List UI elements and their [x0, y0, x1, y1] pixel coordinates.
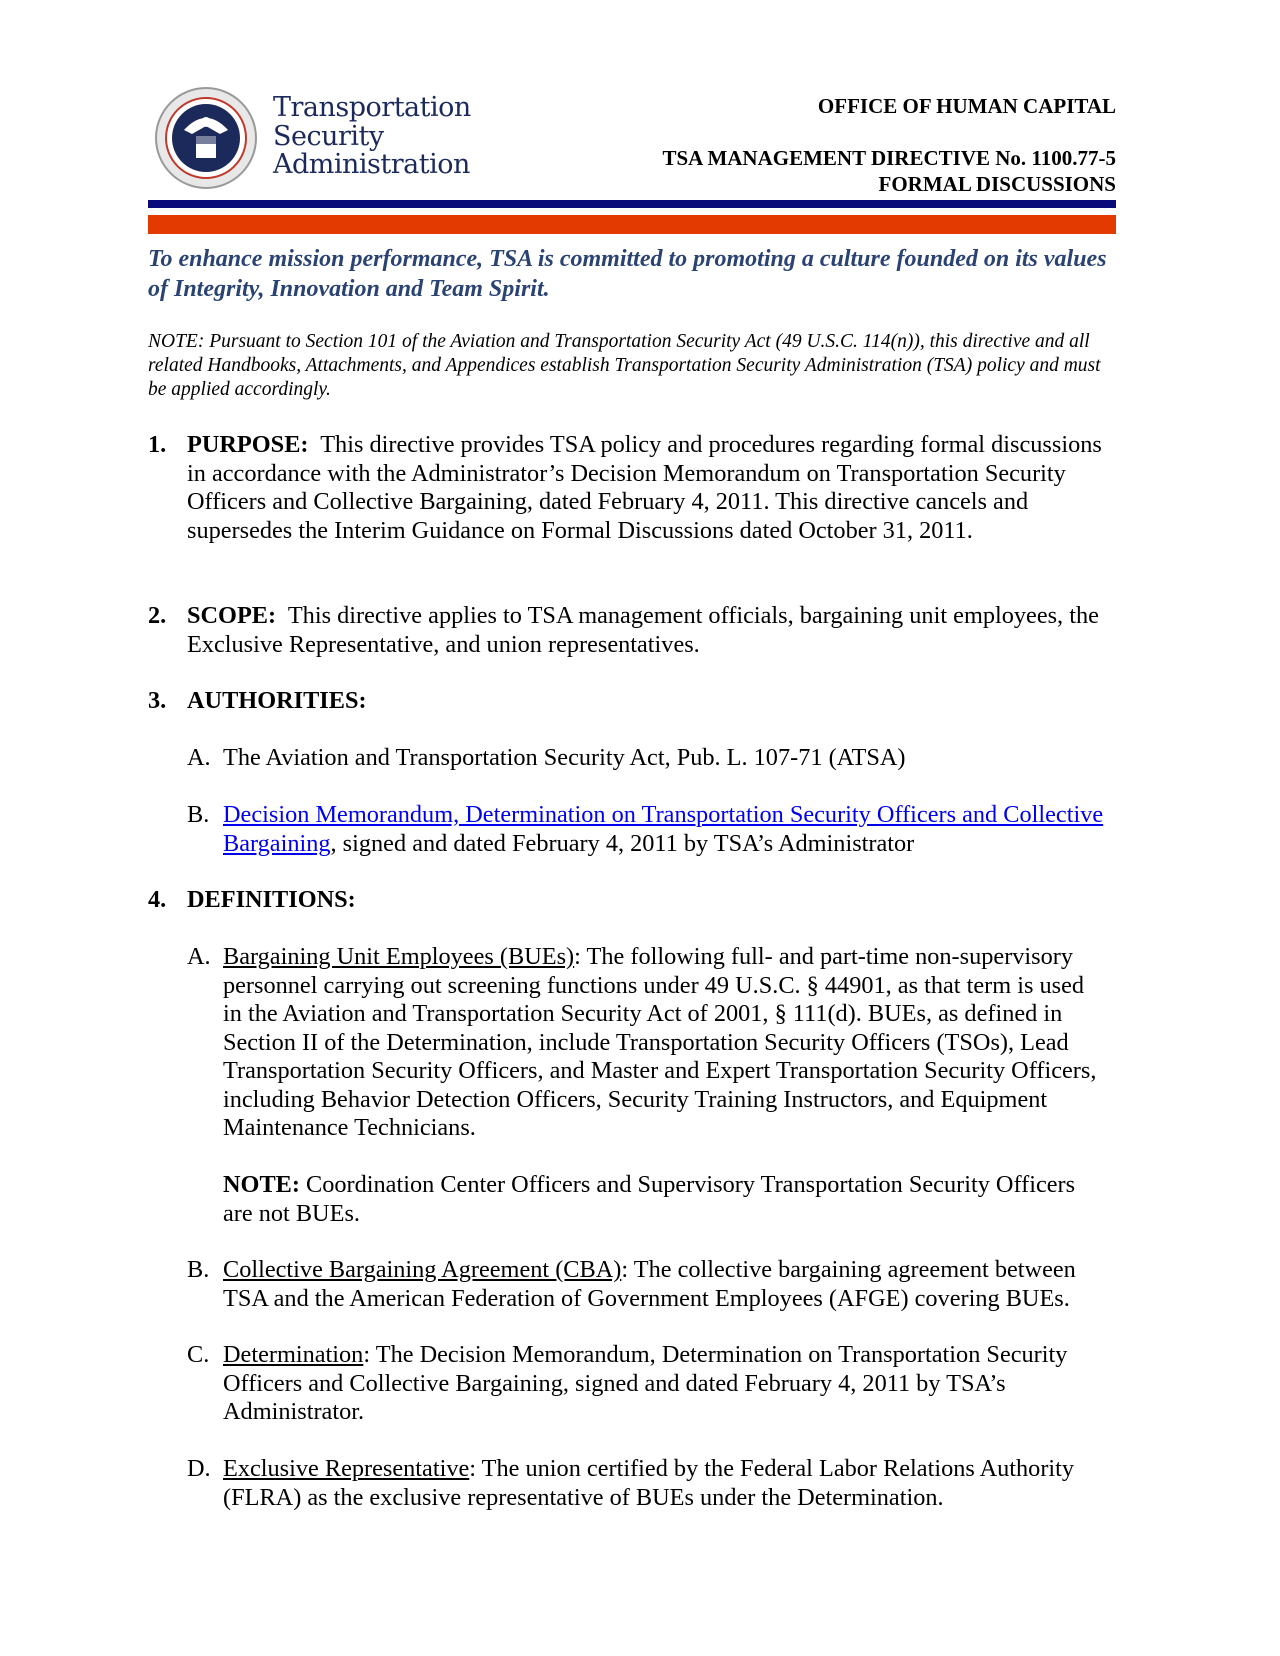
authority-a — [187, 744, 1107, 773]
definition-text: : The Decision Memorandum, Determination on Transportation Security Officers and Collective Bargaining, signed and dated February 4, 2011 by TSA’s Administrator. — [223, 1341, 1068, 1425]
item-letter: B. — [187, 1256, 210, 1283]
section-heading: DEFINITIONS: — [187, 886, 356, 913]
authority-b — [187, 801, 1107, 858]
definition-d — [187, 1455, 1107, 1512]
section-text: This directive applies to TSA management officials, bargaining unit employees, the Exclusive Representative, and union representatives. — [187, 602, 1099, 658]
orange-divider — [148, 215, 1116, 234]
policy-note: NOTE: Pursuant to Section 101 of the Aviation and Transportation Security Act (49 U.S.C. 114(n)), this directive and all related Handbooks, Attachments, and Appendices establish Transportation Security Administration (TSA) policy and must be applied accordingly. — [148, 331, 1101, 400]
section-heading: SCOPE: — [187, 602, 277, 629]
section-heading: PURPOSE: — [187, 431, 309, 458]
definition-a-note — [187, 1171, 1107, 1228]
definition-term: Determination — [223, 1341, 364, 1368]
section-number: 1. — [148, 431, 167, 458]
decision-memorandum-link[interactable]: Decision Memorandum, Determination on Transportation Security Officers and Collective Bargaining — [223, 801, 1104, 857]
tsa-wordmark — [273, 94, 471, 180]
item-letter: C. — [187, 1341, 210, 1368]
definition-text: : The collective bargaining agreement between TSA and the American Federation of Government Employees (AFGE) covering BUEs. — [223, 1256, 1076, 1312]
definition-b — [187, 1256, 1107, 1313]
section-purpose — [148, 431, 1108, 545]
wordmark-line: Transportation — [273, 92, 471, 123]
definition-term: Bargaining Unit Employees (BUEs) — [223, 943, 575, 970]
navy-divider — [148, 200, 1116, 208]
section-authorities — [148, 687, 1108, 716]
item-letter: A. — [187, 744, 211, 771]
item-letter: A. — [187, 943, 211, 970]
note-label: NOTE: — [223, 1171, 300, 1198]
item-letter: B. — [187, 801, 210, 828]
mission-tagline: To enhance mission performance, TSA is committed to promoting a culture founded on its values of Integrity, Innovation and Team Spirit. — [148, 246, 1107, 302]
dhs-seal-logo — [154, 86, 258, 190]
section-heading: AUTHORITIES: — [187, 687, 367, 714]
definition-term: Collective Bargaining Agreement (CBA) — [223, 1256, 622, 1283]
directive-number: TSA MANAGEMENT DIRECTIVE No. 1100.77-5 — [662, 146, 1116, 170]
item-text: , signed and dated February 4, 2011 by TSA’s Administrator — [330, 829, 915, 857]
definition-term: Exclusive Representative — [223, 1455, 470, 1482]
definition-text: : The union certified by the Federal Labor Relations Authority (FLRA) as the exclusive representative of BUEs under the Determination. — [223, 1455, 1075, 1511]
wordmark-line: Security — [273, 120, 384, 152]
item-text: The Aviation and Transportation Security Act, Pub. L. 107-71 (ATSA) — [223, 744, 906, 771]
office-title: OFFICE OF HUMAN CAPITAL — [817, 94, 1116, 118]
section-number: 2. — [148, 602, 167, 629]
item-letter: D. — [187, 1455, 211, 1482]
section-number: 4. — [148, 886, 167, 913]
definition-a — [187, 943, 1107, 1143]
definition-c — [187, 1341, 1107, 1427]
section-number: 3. — [148, 687, 167, 714]
note-text: Coordination Center Officers and Supervisory Transportation Security Officers are not BUEs. — [223, 1171, 1076, 1227]
section-text: This directive provides TSA policy and procedures regarding formal discussions in accordance with the Administrator’s Decision Memorandum on Transportation Security Officers and Collective Bargaining, dated February 4, 2011. This directive cancels and supersedes the Interim Guidance on Formal Discussions dated October 31, 2011. — [187, 431, 1102, 544]
wordmark-line: Administration — [273, 149, 470, 180]
section-definitions — [148, 886, 1108, 915]
definition-text: : The following full- and part-time non-supervisory personnel carrying out screening functions under 49 U.S.C. § 44901, as that term is used in the Aviation and Transportation Security Act of 2001, § 111(d). BUEs, as defined in Section II of the Determination, include Transportation Security Officers (TSOs), Lead Transportation Security Officers, and Master and Expert Transportation Security Officers, including Behavior Detection Officers, Security Training Instructors, and Equipment Maintenance Technicians. — [223, 943, 1097, 1141]
directive-subject: FORMAL DISCUSSIONS — [878, 172, 1116, 196]
section-scope — [148, 602, 1108, 659]
